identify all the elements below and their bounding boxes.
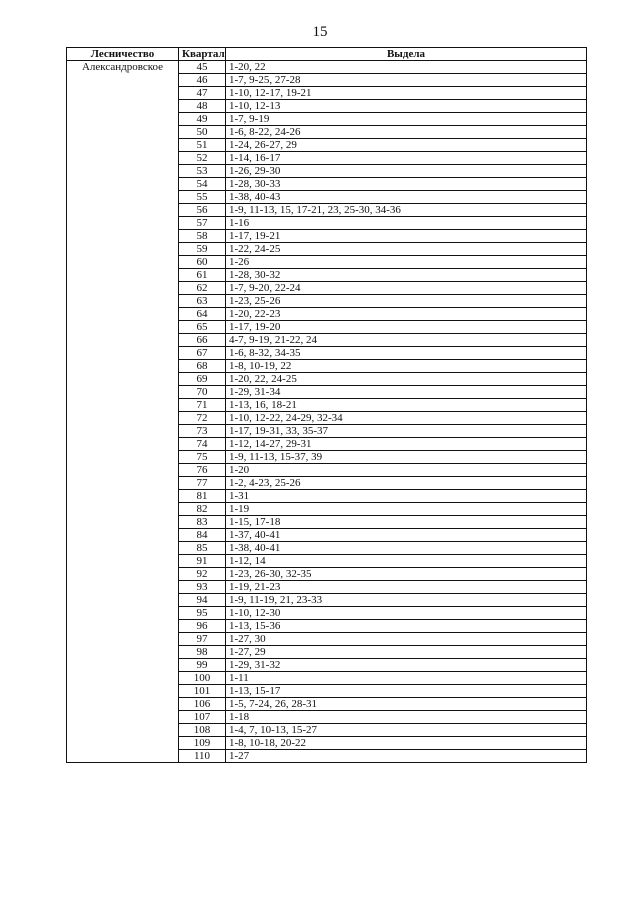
plots-cell: 1-29, 31-34: [226, 386, 587, 399]
plots-cell: 1-29, 31-32: [226, 659, 587, 672]
plots-cell: 1-22, 24-25: [226, 243, 587, 256]
plots-cell: 1-13, 16, 18-21: [226, 399, 587, 412]
plots-cell: 1-31: [226, 490, 587, 503]
quarter-cell: 96: [179, 620, 226, 633]
plots-cell: 1-6, 8-22, 24-26: [226, 126, 587, 139]
header-forestry: Лесничество: [67, 48, 179, 61]
quarter-cell: 46: [179, 74, 226, 87]
quarter-cell: 85: [179, 542, 226, 555]
quarter-cell: 45: [179, 61, 226, 74]
quarter-cell: 84: [179, 529, 226, 542]
plots-cell: 1-28, 30-32: [226, 269, 587, 282]
quarter-cell: 47: [179, 87, 226, 100]
quarter-cell: 61: [179, 269, 226, 282]
table-row: [67, 61, 587, 74]
quarter-cell: 73: [179, 425, 226, 438]
quarter-cell: 99: [179, 659, 226, 672]
quarter-cell: 60: [179, 256, 226, 269]
quarter-cell: 64: [179, 308, 226, 321]
quarter-cell: 51: [179, 139, 226, 152]
plots-cell: 1-17, 19-21: [226, 230, 587, 243]
plots-cell: 1-23, 26-30, 32-35: [226, 568, 587, 581]
quarter-cell: 50: [179, 126, 226, 139]
plots-cell: 1-9, 11-13, 15-37, 39: [226, 451, 587, 464]
plots-cell: 1-27: [226, 750, 587, 763]
plots-cell: 1-12, 14-27, 29-31: [226, 438, 587, 451]
plots-cell: 1-20, 22, 24-25: [226, 373, 587, 386]
table-header-row: [67, 48, 587, 61]
quarter-cell: 72: [179, 412, 226, 425]
quarter-cell: 95: [179, 607, 226, 620]
plots-cell: 1-37, 40-41: [226, 529, 587, 542]
plots-cell: 1-10, 12-17, 19-21: [226, 87, 587, 100]
quarter-cell: 53: [179, 165, 226, 178]
plots-cell: 1-13, 15-36: [226, 620, 587, 633]
quarter-cell: 62: [179, 282, 226, 295]
table-body: [67, 61, 587, 763]
quarter-cell: 76: [179, 464, 226, 477]
quarter-cell: 67: [179, 347, 226, 360]
plots-cell: 1-10, 12-13: [226, 100, 587, 113]
quarter-cell: 92: [179, 568, 226, 581]
plots-cell: 1-11: [226, 672, 587, 685]
quarter-cell: 56: [179, 204, 226, 217]
plots-cell: 1-7, 9-20, 22-24: [226, 282, 587, 295]
plots-cell: 1-27, 30: [226, 633, 587, 646]
plots-cell: 1-26: [226, 256, 587, 269]
header-plots: Выдела: [226, 48, 587, 61]
quarter-cell: 70: [179, 386, 226, 399]
quarter-cell: 65: [179, 321, 226, 334]
plots-cell: 1-18: [226, 711, 587, 724]
plots-cell: 1-20, 22: [226, 61, 587, 74]
plots-cell: 1-17, 19-31, 33, 35-37: [226, 425, 587, 438]
plots-cell: 1-14, 16-17: [226, 152, 587, 165]
forestry-name: Александровское: [67, 61, 179, 763]
quarter-cell: 107: [179, 711, 226, 724]
quarter-cell: 109: [179, 737, 226, 750]
plots-cell: 1-9, 11-13, 15, 17-21, 23, 25-30, 34-36: [226, 204, 587, 217]
plots-cell: 1-26, 29-30: [226, 165, 587, 178]
plots-cell: 1-28, 30-33: [226, 178, 587, 191]
plots-cell: 1-38, 40-43: [226, 191, 587, 204]
plots-cell: 1-13, 15-17: [226, 685, 587, 698]
plots-cell: 1-16: [226, 217, 587, 230]
quarter-cell: 100: [179, 672, 226, 685]
quarter-cell: 52: [179, 152, 226, 165]
quarter-cell: 49: [179, 113, 226, 126]
quarter-cell: 54: [179, 178, 226, 191]
quarter-cell: 57: [179, 217, 226, 230]
quarter-cell: 55: [179, 191, 226, 204]
plots-cell: 1-12, 14: [226, 555, 587, 568]
forestry-table: [66, 47, 587, 763]
quarter-cell: 93: [179, 581, 226, 594]
plots-cell: 1-19, 21-23: [226, 581, 587, 594]
plots-cell: 1-8, 10-18, 20-22: [226, 737, 587, 750]
plots-cell: 1-8, 10-19, 22: [226, 360, 587, 373]
plots-cell: 1-20, 22-23: [226, 308, 587, 321]
quarter-cell: 83: [179, 516, 226, 529]
quarter-cell: 59: [179, 243, 226, 256]
plots-cell: 1-15, 17-18: [226, 516, 587, 529]
plots-cell: 1-17, 19-20: [226, 321, 587, 334]
plots-cell: 1-10, 12-22, 24-29, 32-34: [226, 412, 587, 425]
quarter-cell: 110: [179, 750, 226, 763]
plots-cell: 1-5, 7-24, 26, 28-31: [226, 698, 587, 711]
quarter-cell: 77: [179, 477, 226, 490]
plots-cell: 1-7, 9-19: [226, 113, 587, 126]
plots-cell: 1-23, 25-26: [226, 295, 587, 308]
quarter-cell: 75: [179, 451, 226, 464]
quarter-cell: 74: [179, 438, 226, 451]
plots-cell: 1-2, 4-23, 25-26: [226, 477, 587, 490]
plots-cell: 1-9, 11-19, 21, 23-33: [226, 594, 587, 607]
quarter-cell: 94: [179, 594, 226, 607]
plots-cell: 1-27, 29: [226, 646, 587, 659]
quarter-cell: 71: [179, 399, 226, 412]
quarter-cell: 108: [179, 724, 226, 737]
header-quarter: Квартал: [179, 48, 226, 61]
quarter-cell: 98: [179, 646, 226, 659]
quarter-cell: 66: [179, 334, 226, 347]
page-number: 15: [312, 24, 328, 40]
plots-cell: 1-38, 40-41: [226, 542, 587, 555]
plots-cell: 1-20: [226, 464, 587, 477]
quarter-cell: 97: [179, 633, 226, 646]
plots-cell: 1-7, 9-25, 27-28: [226, 74, 587, 87]
quarter-cell: 82: [179, 503, 226, 516]
quarter-cell: 101: [179, 685, 226, 698]
quarter-cell: 106: [179, 698, 226, 711]
plots-cell: 1-4, 7, 10-13, 15-27: [226, 724, 587, 737]
quarter-cell: 58: [179, 230, 226, 243]
plots-cell: 1-19: [226, 503, 587, 516]
plots-cell: 1-10, 12-30: [226, 607, 587, 620]
plots-cell: 1-24, 26-27, 29: [226, 139, 587, 152]
quarter-cell: 68: [179, 360, 226, 373]
quarter-cell: 63: [179, 295, 226, 308]
plots-cell: 4-7, 9-19, 21-22, 24: [226, 334, 587, 347]
plots-cell: 1-6, 8-32, 34-35: [226, 347, 587, 360]
quarter-cell: 81: [179, 490, 226, 503]
quarter-cell: 48: [179, 100, 226, 113]
quarter-cell: 91: [179, 555, 226, 568]
quarter-cell: 69: [179, 373, 226, 386]
